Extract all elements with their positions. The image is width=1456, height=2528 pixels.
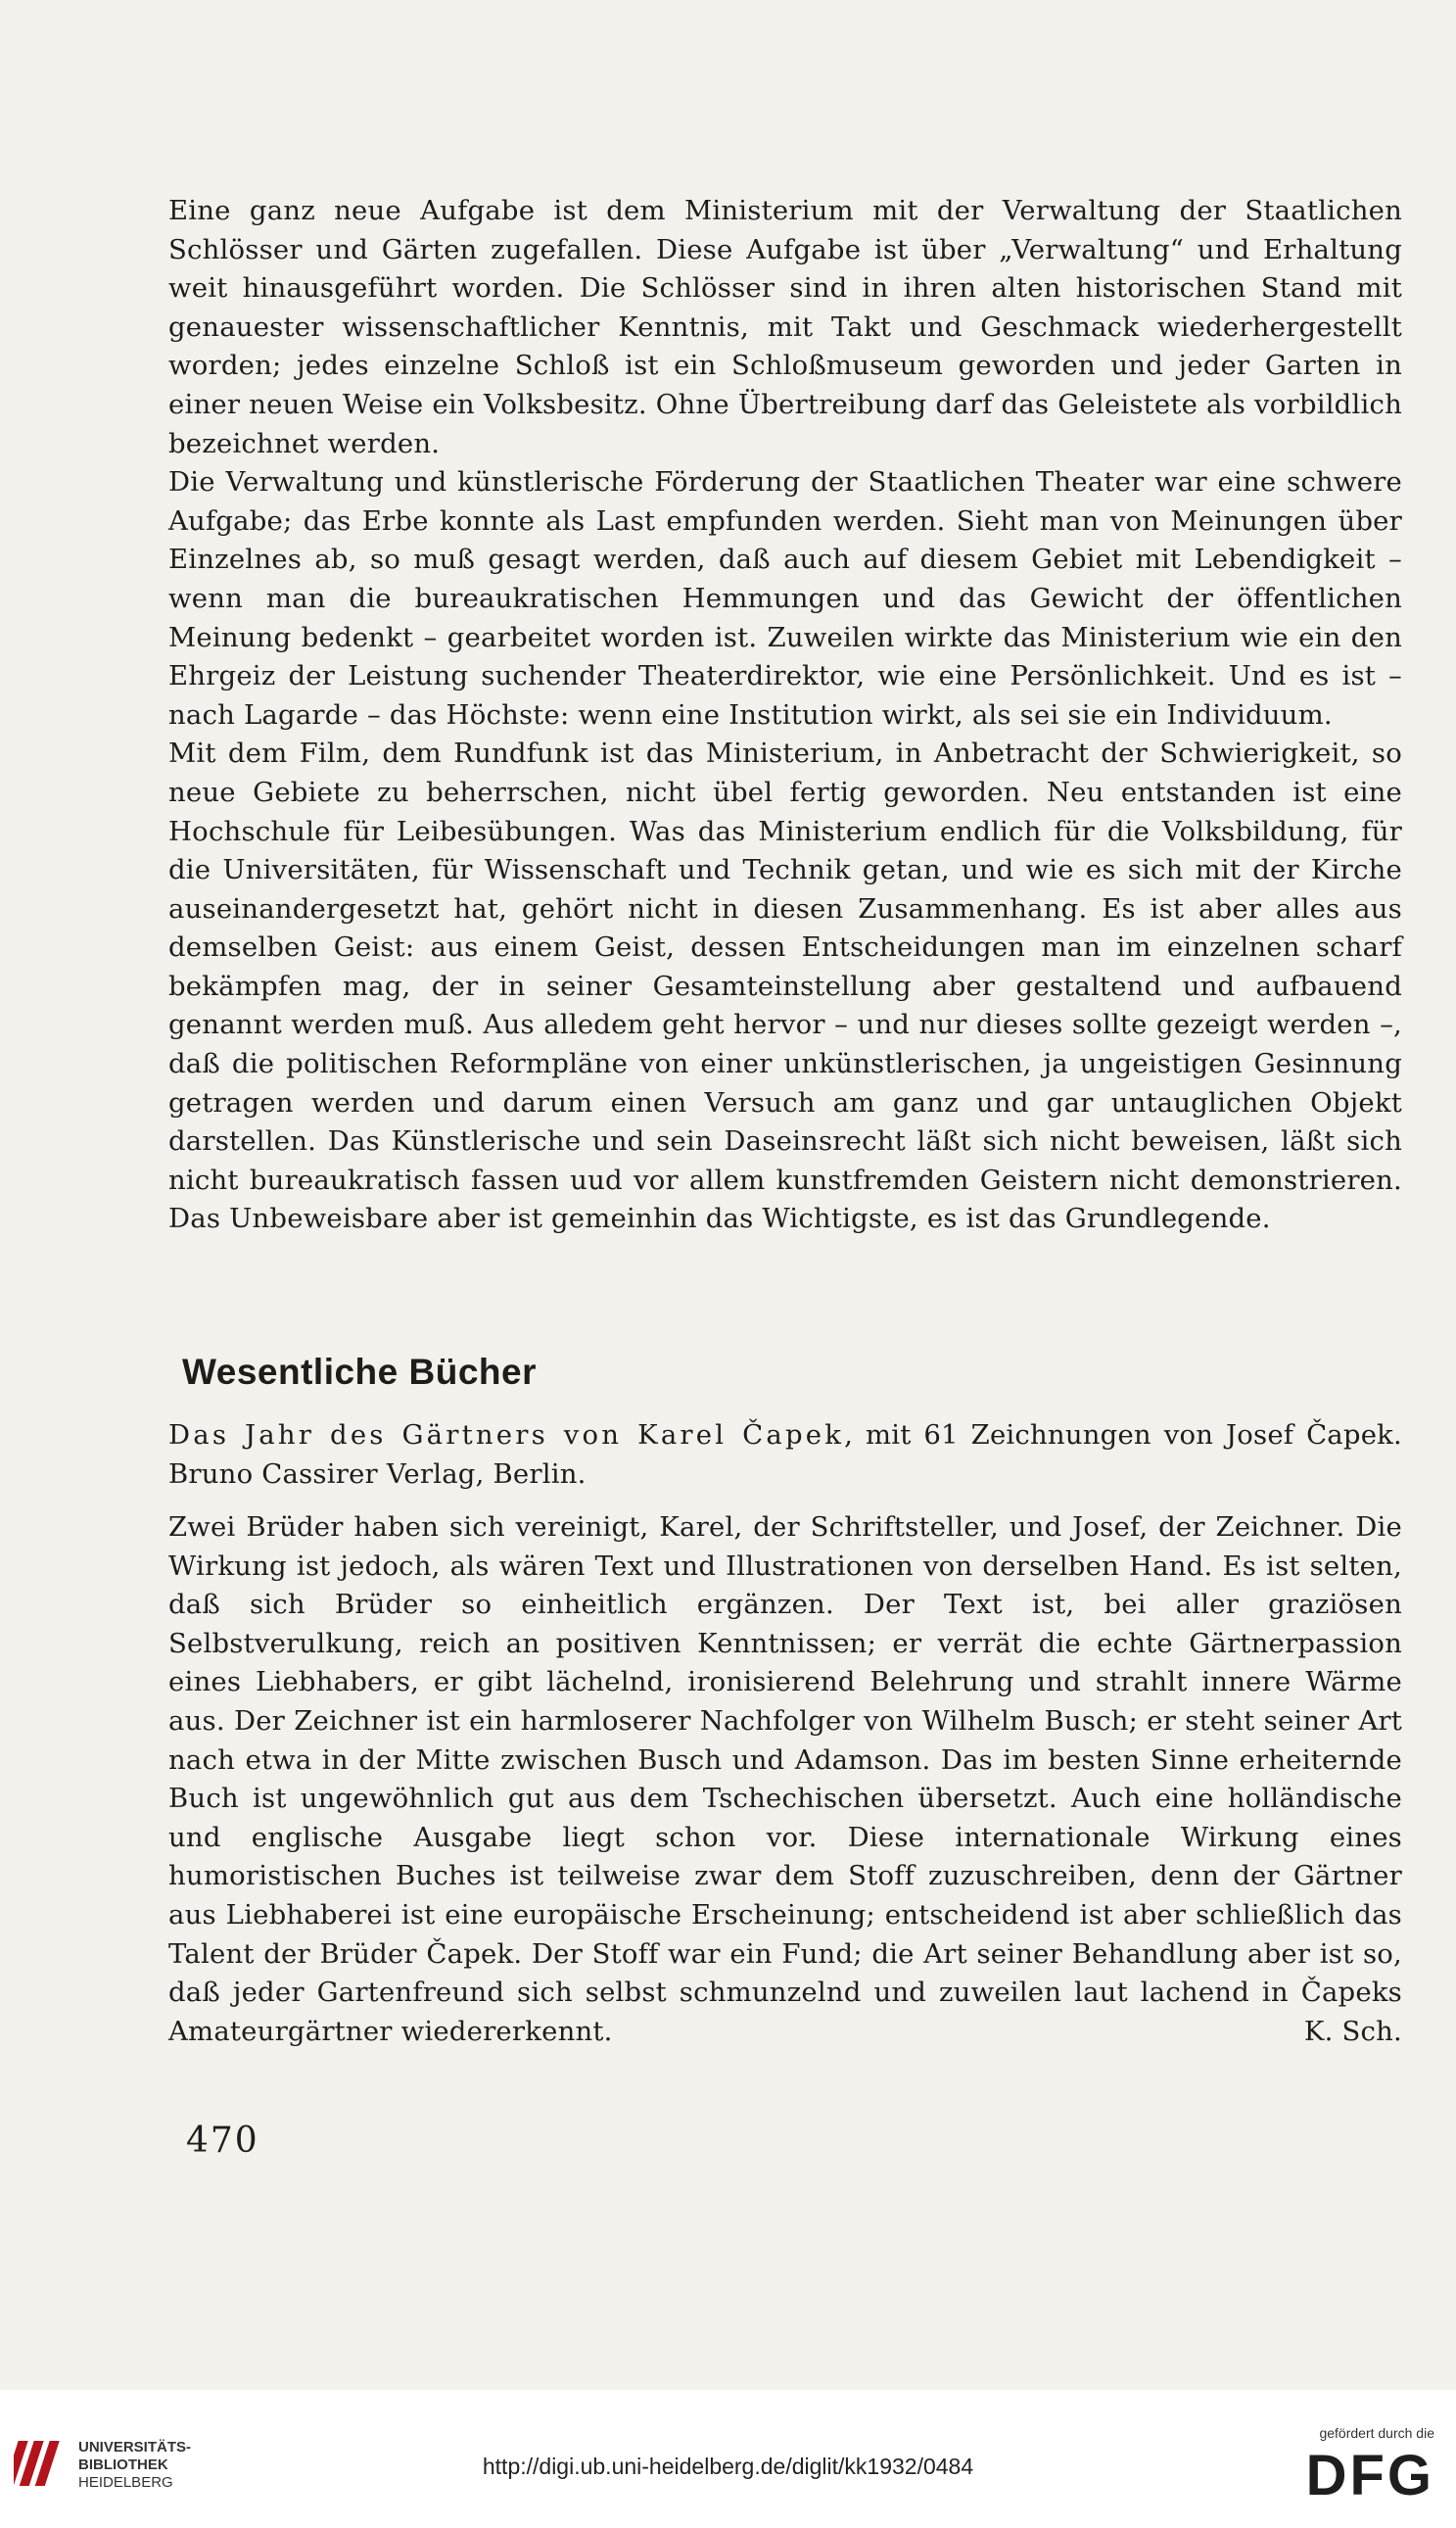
book-publication-info: , mit 61 Zeichnungen von Josef Čapek. Bruno Cassirer Verlag, Berlin. <box>168 1419 1402 1490</box>
library-name-line: HEIDELBERG <box>78 2474 173 2491</box>
article-text <box>168 192 1402 1239</box>
review-signature: K. Sch. <box>1303 2015 1402 2047</box>
permalink-url[interactable]: http://digi.ub.uni-heidelberg.de/diglit/kk1932/0484 <box>482 2454 974 2479</box>
book-review <box>168 1508 1402 2051</box>
library-name-line: BIBLIOTHEK <box>78 2456 168 2473</box>
book-citation <box>168 1416 1402 1494</box>
review-text: Zwei Brüder haben sich vereinigt, Karel, der Schriftsteller, und Josef, der Zeichner. Die Wirkung ist jedoch, als wären Text und Illustrationen von derselben Hand. Es ist selten, daß sich Brüder so einheitlich ergänzen. Der Text ist, bei aller graziösen Selbstverulkung, reich an positiven Kenntnissen; er verrät die echte Gärtnerpassion eines Liebhabers, er gibt lächelnd, ironisierend Belehrung und strahlt innere Wärme aus. Der Zeichner ist ein harmloserer Nachfolger von Wilhelm Busch; er steht seiner Art nach etwa in der Mitte zwischen Busch und Adamson. Das im besten Sinne erheiternde Buch ist ungewöhnlich gut aus dem Tschechischen übersetzt. Auch eine holländische und englische Ausgabe liegt schon vor. Diese internationale Wirkung eines humoristischen Buches ist teilweise zwar dem Stoff zuzuschreiben, denn der Gärtner aus Liebhaberei ist eine europäische Erscheinung; entscheidend ist aber schließlich das Talent der Brüder Čapek. Der Stoff war ein Fund; die Art seiner Behandlung aber ist so, daß jeder Gartenfreund sich selbst schmunzelnd und zuweilen laut lachend in Čapeks Amateurgärtner wiedererkennt. <box>168 1511 1402 2047</box>
section-heading: Wesentliche Bücher <box>182 1352 537 1392</box>
article-paragraph: Mit dem Film, dem Rundfunk ist das Ministerium, in Anbetracht der Schwierigkeit, so neue Gebiete zu beherrschen, nicht übel fertig geworden. Neu entstanden ist eine Hochschule für Leibesübungen. Was das Ministerium endlich für die Volksbildung, für die Universitäten, für Wissenschaft und Technik getan, und wie es sich mit der Kirche auseinandergesetzt hat, gehört nicht in diesen Zusammenhang. Es ist aber alles aus demselben Geist: aus einem Geist, dessen Entscheidungen man im einzelnen scharf bekämpfen mag, der in seiner Gesamteinstellung aber gestaltend und aufbauend genannt werden muß. Aus alledem geht hervor – und nur dieses sollte gezeigt werden –, daß die politischen Reformpläne von einer unkünstlerischen, ja ungeistigen Gesinnung getragen werden und darum einen Versuch am ganz und gar untauglichen Objekt darstellen. Das Künstlerische und sein Daseinsrecht läßt sich nicht beweisen, läßt sich nicht bureaukratisch fassen uud vor allem kunstfremden Geistern nicht demonstrieren. Das Unbeweisbare aber ist gemeinhin das Wichtigste, es ist das Grundlegende. <box>168 738 1402 1235</box>
book-title: Das Jahr des Gärtners von Karel Čapek <box>168 1419 845 1451</box>
page-number: 470 <box>186 2121 259 2161</box>
article-paragraph: Eine ganz neue Aufgabe ist dem Ministerium mit der Verwaltung der Staatlichen Schlösser und Gärten zugefallen. Diese Aufgabe ist über „Verwaltung“ und Erhaltung weit hinausgeführt worden. Die Schlösser sind in ihren alten historischen Stand mit genauester wissenschaftlicher Kenntnis, mit Takt und Geschmack wiederhergestellt worden; jedes einzelne Schloß ist ein Schloßmuseum geworden und jeder Garten in einer neuen Weise ein Volksbesitz. Ohne Übertreibung darf das Geleistete als vorbildlich bezeichnet werden. <box>168 195 1402 459</box>
funded-by-caption: gefördert durch die <box>1319 2425 1434 2441</box>
dfg-logo: DFG <box>1305 2444 1434 2507</box>
library-name-line: UNIVERSITÄTS- <box>78 2439 192 2456</box>
article-paragraph: Die Verwaltung und künstlerische Förderung der Staatlichen Theater war eine schwere Aufgabe; das Erbe konnte als Last empfunden werden. Sieht man von Meinungen über Einzelnes ab, so muß gesagt werden, daß auch auf diesem Gebiet mit Lebendigkeit – wenn man die bureaukratischen Hemmungen und das Gewicht der öffentlichen Meinung bedenkt – gearbeitet worden ist. Zuweilen wirkte das Ministerium wie ein den Ehrgeiz der Leistung suchender Theaterdirektor, wie eine Persönlichkeit. Und es ist – nach Lagarde – das Höchste: wenn eine Institution wirkt, als sei sie ein Individuum. <box>168 466 1402 731</box>
